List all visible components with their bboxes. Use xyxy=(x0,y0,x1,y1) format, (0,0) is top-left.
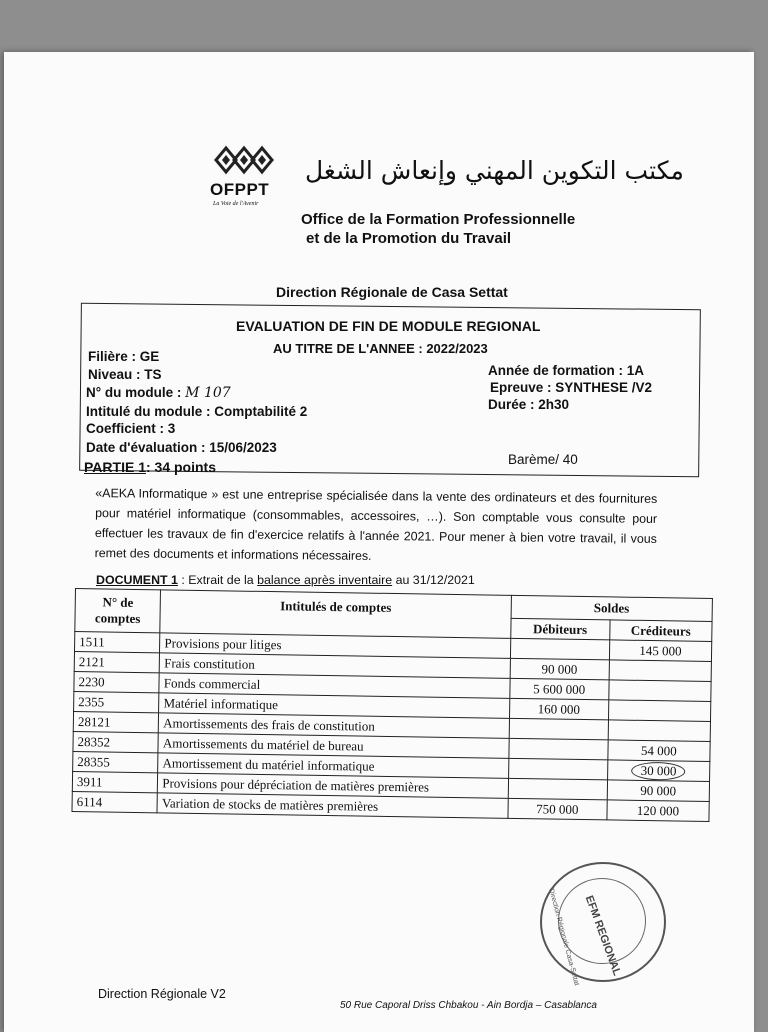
part-label: PARTIE 1 xyxy=(84,459,146,475)
header-balances: Soldes xyxy=(511,595,713,621)
account-title: Amortissements des frais de constitution xyxy=(159,713,510,739)
credit-value xyxy=(608,720,711,742)
regional-stamp xyxy=(540,862,666,987)
account-number: 2355 xyxy=(74,691,160,712)
debit-value xyxy=(509,738,608,760)
credit-value xyxy=(609,660,712,682)
niveau: Niveau : TS xyxy=(88,367,162,382)
duration: Durée : 2h30 xyxy=(488,397,570,412)
account-number: 2230 xyxy=(74,671,160,692)
credit-value: 54 000 xyxy=(608,740,711,762)
debit-value: 160 000 xyxy=(509,698,608,720)
account-number: 2121 xyxy=(74,652,160,673)
evaluation-date: Date d'évaluation : 15/06/2023 xyxy=(86,440,277,455)
stamp-center-text: EFM REGIONAL xyxy=(582,894,623,978)
account-title: Matériel informatique xyxy=(159,693,510,719)
training-year: Année de formation : 1A xyxy=(488,363,645,378)
account-number: 6114 xyxy=(72,791,158,812)
balance-table xyxy=(71,588,712,822)
debit-value: 750 000 xyxy=(508,798,607,820)
header-account-title: Intitulés de comptes xyxy=(160,590,511,638)
stamp-ring-text: Direction Régionale Casa-Settat xyxy=(547,888,580,987)
evaluation-title: EVALUATION DE FIN DE MODULE REGIONAL xyxy=(236,318,541,334)
header-debit: Débiteurs xyxy=(510,618,609,640)
header-credit: Créditeurs xyxy=(609,620,712,642)
module-title: Intitulé du module : Comptabilité 2 xyxy=(86,404,308,419)
logo-tagline: La Voie de l'Avenir xyxy=(213,201,259,207)
part-heading xyxy=(84,459,216,475)
credit-value xyxy=(608,700,711,722)
evaluation-year: AU TITRE DE L'ANNEE : 2022/2023 xyxy=(273,341,488,356)
org-name-line2: et de la Promotion du Travail xyxy=(306,230,512,247)
credit-value: 90 000 xyxy=(607,780,710,802)
debit-value xyxy=(508,778,607,800)
module-number-label: N° du module : xyxy=(86,385,182,400)
org-name-line1: Office de la Formation Professionnelle xyxy=(301,211,576,228)
direction-title: Direction Régionale de Casa Settat xyxy=(276,284,508,300)
document1-underlined: balance après inventaire xyxy=(257,573,393,587)
ofppt-logo-icon xyxy=(212,140,276,180)
module-number xyxy=(86,385,231,401)
part-points: : 34 points xyxy=(145,459,216,475)
document1-suffix: au 31/12/2021 xyxy=(392,573,475,587)
coefficient: Coefficient : 3 xyxy=(86,421,176,436)
credit-value xyxy=(607,760,710,782)
footer-address: 50 Rue Caporal Driss Chbakou - Ain Bordja – Casablanca xyxy=(340,1000,597,1011)
debit-value xyxy=(509,718,608,740)
credit-value: 120 000 xyxy=(607,800,710,822)
document1-label: DOCUMENT 1 xyxy=(96,573,178,587)
account-title: Frais constitution xyxy=(160,653,511,679)
debit-value: 90 000 xyxy=(510,658,609,680)
exam-type: Epreuve : SYNTHESE /V2 xyxy=(490,380,653,395)
document1-title xyxy=(96,573,475,587)
account-title: Fonds commercial xyxy=(159,673,510,699)
module-number-handwritten: M 107 xyxy=(185,385,231,401)
account-number: 3911 xyxy=(72,771,158,792)
account-title: Amortissement du matériel informatique xyxy=(158,753,509,779)
account-title: Variation de stocks de matières premières xyxy=(157,793,508,819)
filiere: Filière : GE xyxy=(88,349,160,364)
grading-scale: Barème/ 40 xyxy=(508,452,578,467)
arabic-org-name: مكتب التكوين المهني وإنعاش الشغل xyxy=(305,156,684,185)
debit-value xyxy=(510,638,609,660)
credit-value: 145 000 xyxy=(609,640,712,662)
account-number: 1511 xyxy=(75,632,161,653)
account-title: Provisions pour dépréciation de matières premières xyxy=(158,773,509,799)
account-title: Amortissements du matériel de bureau xyxy=(158,733,509,759)
credit-value xyxy=(609,680,712,702)
account-title: Provisions pour litiges xyxy=(160,633,511,659)
logo-text: OFPPT xyxy=(210,180,270,199)
account-number: 28121 xyxy=(73,711,159,732)
header-account-number: N° de comptes xyxy=(75,589,161,633)
account-number: 28355 xyxy=(73,751,159,772)
footer-direction: Direction Régionale V2 xyxy=(98,987,226,1001)
document1-prefix: : Extrait de la xyxy=(177,573,258,587)
account-number: 28352 xyxy=(73,731,159,752)
case-paragraph: «AEKA Informatique » est une entreprise spécialisée dans la vente des ordinateurs et des fournitures pour matériel informatique (consommables, accessoires, …). Son comptable vous consulte pour effectuer les travaux de fin d'exercice relatifs à l'année 2021. Pour mener à bien votre travail, il vous remet des documents et informations nécessaires. xyxy=(94,486,658,563)
debit-value xyxy=(508,758,607,780)
debit-value: 5 600 000 xyxy=(509,678,608,700)
circled-value: 30 000 xyxy=(632,761,686,780)
